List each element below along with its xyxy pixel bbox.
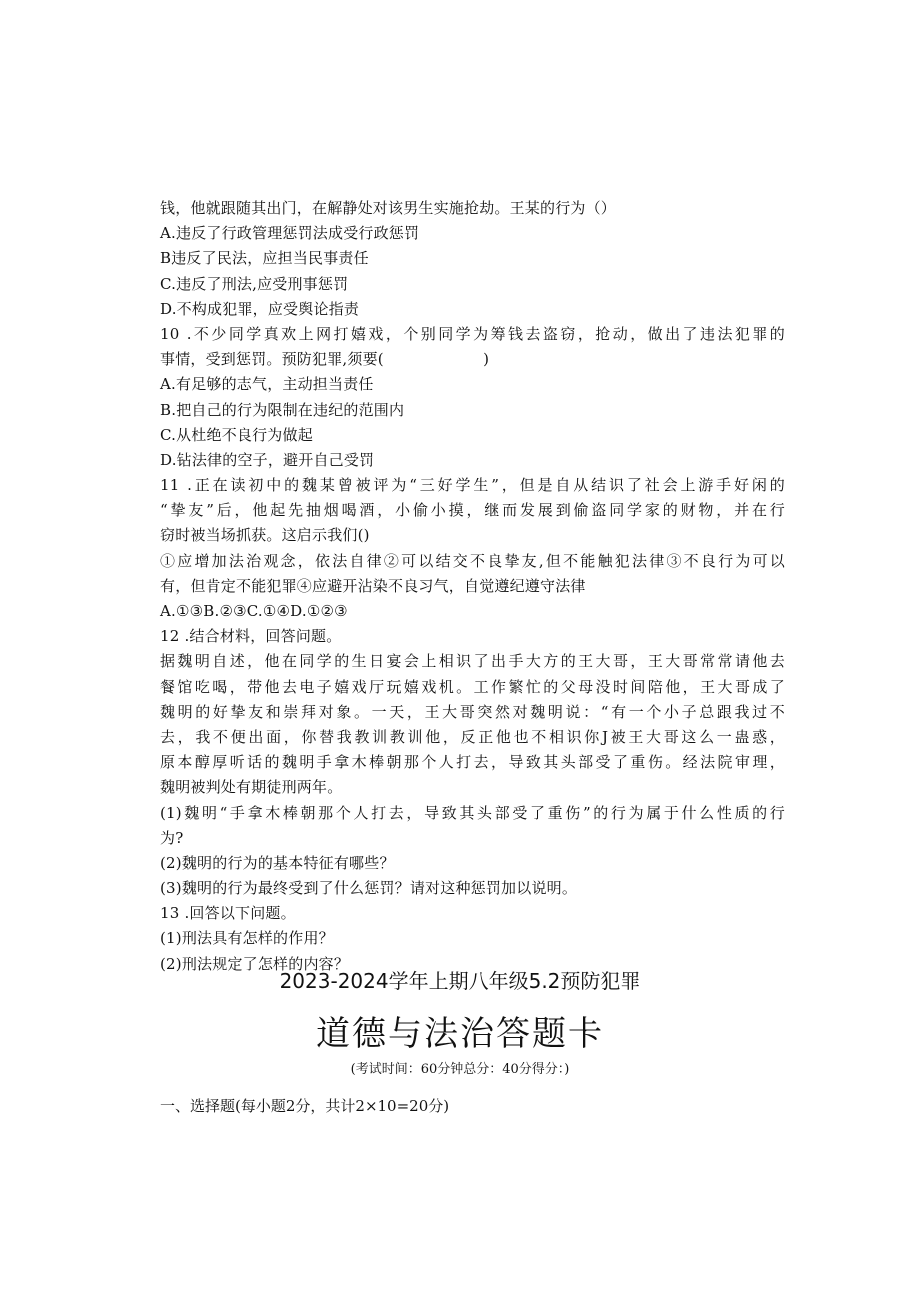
answer-card-title: 2023-2024学年上期八年级5.2预防犯罪 <box>279 969 641 993</box>
text-line: 窃时被当场抓获。这启示我们() <box>160 526 370 545</box>
text-line: 有，但肯定不能犯罪④应避开沾染不良习气，自觉遵纪遵守法律 <box>160 576 586 595</box>
text-line: 钱，他就跟随其出门，在解静处对该男生实施抢劫。王某的行为（） <box>160 199 617 217</box>
material-line: 魏明的好挚友和崇拜对象。一天，王大哥突然对魏明说：“有一个小子总跟我过不 <box>160 702 785 721</box>
text-line: 事情，受到惩罚。预防犯罪,须要( ) <box>160 350 490 369</box>
question-12: 12 .结合材料，回答问题。 <box>160 627 342 646</box>
material-line: 据魏明自述，他在同学的生日宴会上相识了出手大方的王大哥，王大哥常常请他去 <box>160 652 785 671</box>
section-heading: 一、选择题(每小题2分，共计2×10=20分) <box>160 1097 450 1115</box>
material-line: 魏明被判处有期徒刑两年。 <box>160 778 343 797</box>
sub-question: 为? <box>160 828 184 847</box>
option-line: B.把自己的行为限制在违纪的范围内 <box>160 400 405 419</box>
option-line: D.不构成犯罪，应受舆论指责 <box>160 299 360 318</box>
sub-question: (1)刑法具有怎样的作用？ <box>160 929 334 948</box>
material-line: 去，我不便出面，你替我教训教训他，反正他也不相识你J被王大哥这么一蛊惑， <box>160 727 785 746</box>
sub-question: (1)魏明“手拿木棒朝那个人打去，导致其头部受了重伤”的行为属于什么性质的行 <box>160 803 785 822</box>
text-line: ①应增加法治观念，依法自律②可以结交不良挚友,但不能触犯法律③不良行为可以 <box>160 551 785 570</box>
option-line: C.从杜绝不良行为做起 <box>160 425 313 444</box>
option-line: A.①③B.②③C.①④D.①②③ <box>160 602 348 620</box>
question-13: 13 .回答以下问题。 <box>160 904 296 923</box>
material-line: 原本醇厚听话的魏明手拿木棒朝那个人打去，导致其头部受了重伤。经法院审理， <box>160 753 785 772</box>
option-line: B违反了民法，应担当民事责任 <box>160 249 369 268</box>
sub-question: (3)魏明的行为最终受到了什么惩罚？请对这种惩罚加以说明。 <box>160 879 578 898</box>
question-text-block <box>160 196 785 977</box>
option-line: D.钻法律的空子，避开自己受罚 <box>160 450 375 469</box>
question-11: 11 .正在读初中的魏某曾被评为“三好学生”，但是自从结识了社会上游手好闲的 <box>160 476 785 495</box>
exam-info: (考试时间：60分钟总分：40分得分：) <box>350 1062 570 1077</box>
answer-card-heading: 道德与法治答题卡 <box>316 1014 604 1054</box>
option-line: C.违反了刑法,应受刑事惩罚 <box>160 274 349 293</box>
option-line: A.违反了行政管理惩罚法成受行政惩罚 <box>160 224 420 243</box>
text-line: “挚友”后，他起先抽烟喝酒，小偷小摸，继而发展到偷盗同学家的财物，并在行 <box>160 501 785 520</box>
option-line: A.有足够的志气，主动担当责任 <box>160 375 374 394</box>
material-line: 餐馆吃喝，带他去电子嬉戏厅玩嬉戏机。工作繁忙的父母没时间陪他，王大哥成了 <box>160 677 785 696</box>
sub-question: (2)刑法规定了怎样的内容？ <box>160 954 350 973</box>
question-10: 10 .不少同学真欢上网打嬉戏，个别同学为筹钱去盗窃，抢动，做出了违法犯罪的 <box>160 324 785 343</box>
sub-question: (2)魏明的行为的基本特征有哪些？ <box>160 853 395 872</box>
